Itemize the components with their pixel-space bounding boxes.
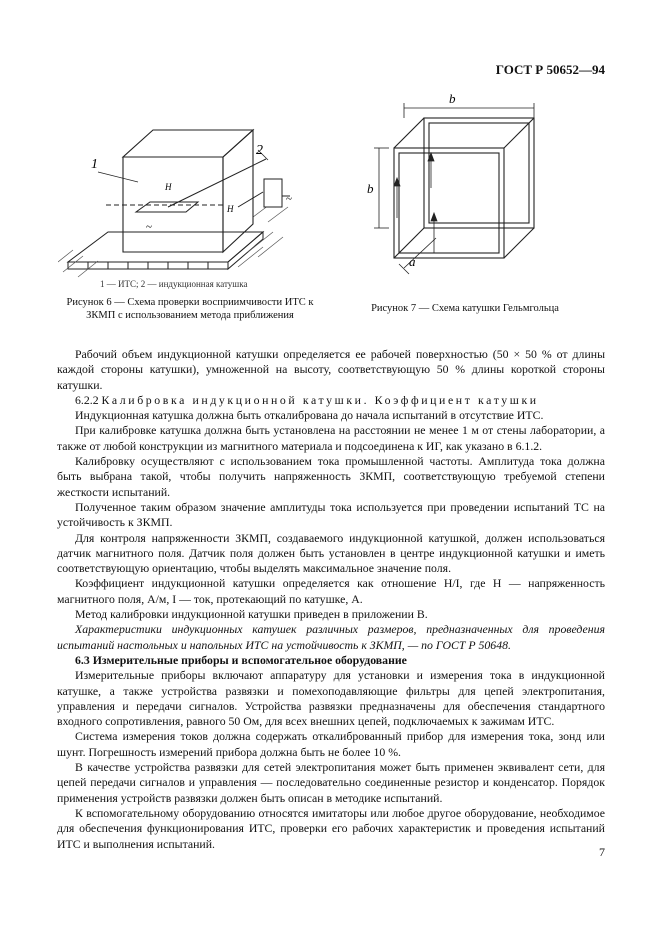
fig7-label-a: a (409, 254, 416, 269)
fig7-label-b-side: b (367, 181, 374, 196)
coil-plate (106, 202, 226, 212)
current-arrows (394, 153, 437, 253)
paragraph: Рабочий объем индукционной катушки определяется ее рабочей поверхностью (50 × 50 % от длины каждой стороны катушки), умноженной на высоту, соответствующую 50 % длины короткой стороны катушки. (57, 347, 605, 392)
dimension-b-left (374, 148, 389, 228)
pallet-base (68, 232, 263, 269)
figure-7-caption: Рисунок 7 — Схема катушки Гельмгольца (371, 303, 559, 314)
body-text (57, 347, 605, 852)
paragraph: При калибровке катушка должна быть установлена на расстоянии не менее 1 м от стены лаборатории, а также от любой конструкции из магнитного материала и подсоединена к ИГ, как указано в 6.1.2. (57, 423, 605, 453)
paragraph: Метод калибровки индукционной катушки приведен в приложении В. (75, 607, 428, 622)
fig6-label-h2: H (227, 204, 234, 214)
paragraph: Коэффициент индукционной катушки определяется как отношение H/I, где H — напряженность магнитного поля, А/м, I — ток, протекающий по катушке, А. (57, 576, 605, 606)
paragraph: К вспомогательному оборудованию относятся имитаторы или любое другое оборудование, необходимое для обеспечения функционирования ИТС, проверки его рабочих характеристик и проведения испытаний ИТС и выполнения испытаний. (57, 805, 605, 851)
fig6-tilde-icon: ~ (146, 221, 152, 233)
dimension-a (399, 238, 436, 274)
paragraph: Полученное таким образом значение амплитуды тока используется при проведении испытаний ТС на устойчивость к ЗКМП. (57, 499, 605, 530)
paragraph: Для контроля напряженности ЗКМП, создаваемого индукционной катушкой, должен использоваться датчик магнитного поля. Датчик поля должен быть установлен в центре индукционной катушки и иметь соответствующую ориентацию, чтобы выделять максимальное значение поля. (57, 530, 605, 576)
section-title: Калибровка индукционной катушки. Коэффициент катушки (101, 392, 539, 407)
section-number: 6.2.2 (75, 392, 99, 407)
figure-6-caption: Рисунок 6 — Схема проверки восприимчивости ИТС к ЗКМП с использованием метода приближения (66, 297, 314, 321)
paragraph: Индукционная катушка должна быть откалибрована до начала испытаний в отсутствие ИТС. (75, 408, 544, 423)
fig6-label-h: H (165, 182, 172, 192)
section-6-3-heading: 6.3 Измерительные приборы и вспомогательное оборудование (75, 652, 407, 667)
fig6-label-1: 1 (91, 157, 98, 172)
paragraph: Система измерения токов должна содержать откалиброванный прибор для измерения тока, зонд или шунт. Погрешность измерений прибора должна быть не более 10 %. (57, 729, 605, 759)
paragraph-italic: Характеристики индукционных катушек различных размеров, предназначенных для проведения испытаний настольных и напольных ИТС на устойчивость к ЗКМП, — по ГОСТ Р 50648. (57, 622, 605, 652)
paragraph: В качестве устройства развязки для сетей электропитания может быть применен эквивалент сети, для цепей передачи сигналов и управления — последовательно соединенные резистор и конденсатор. Порядок применения устройств развязки должен быть описан в методике испытаний. (57, 760, 605, 805)
fig6-label-2: 2 (256, 143, 263, 158)
figure-6-drawing (58, 112, 308, 302)
dimension-b-top (404, 103, 534, 118)
helmholtz-frame (394, 118, 534, 258)
paragraph: Измерительные приборы включают аппаратуру для установки и измерения тока в индукционной катушке, а также устройства развязки и помехоподавляющие фильтры для цепей электропитания, управления и передачи сигналов. Устройства развязки предназначены для обеспечения стандартного входного сопротивления, равного 50 Ом, для всех внешних цепей, подключаемых к зажимам ИТС. (57, 668, 605, 729)
document-header: ГОСТ Р 50652—94 (495, 62, 605, 77)
figure-6-legend: 1 — ИТС; 2 — индукционная катушка (100, 279, 248, 289)
its-cube (123, 130, 253, 252)
fig6-tilde-icon-2: ~ (286, 193, 292, 205)
figure-7-drawing (364, 88, 564, 288)
fig7-label-b: b (449, 91, 456, 106)
section-6-2-2-heading (57, 393, 605, 408)
page-number: 7 (599, 845, 605, 859)
paragraph: Калибровку осуществляют с использованием тока промышленной частоты. Амплитуда тока должна быть выбрана такой, чтобы получить напряженность ЗКМП, соответствующую требуемой степени жесткости испытаний. (57, 454, 605, 499)
